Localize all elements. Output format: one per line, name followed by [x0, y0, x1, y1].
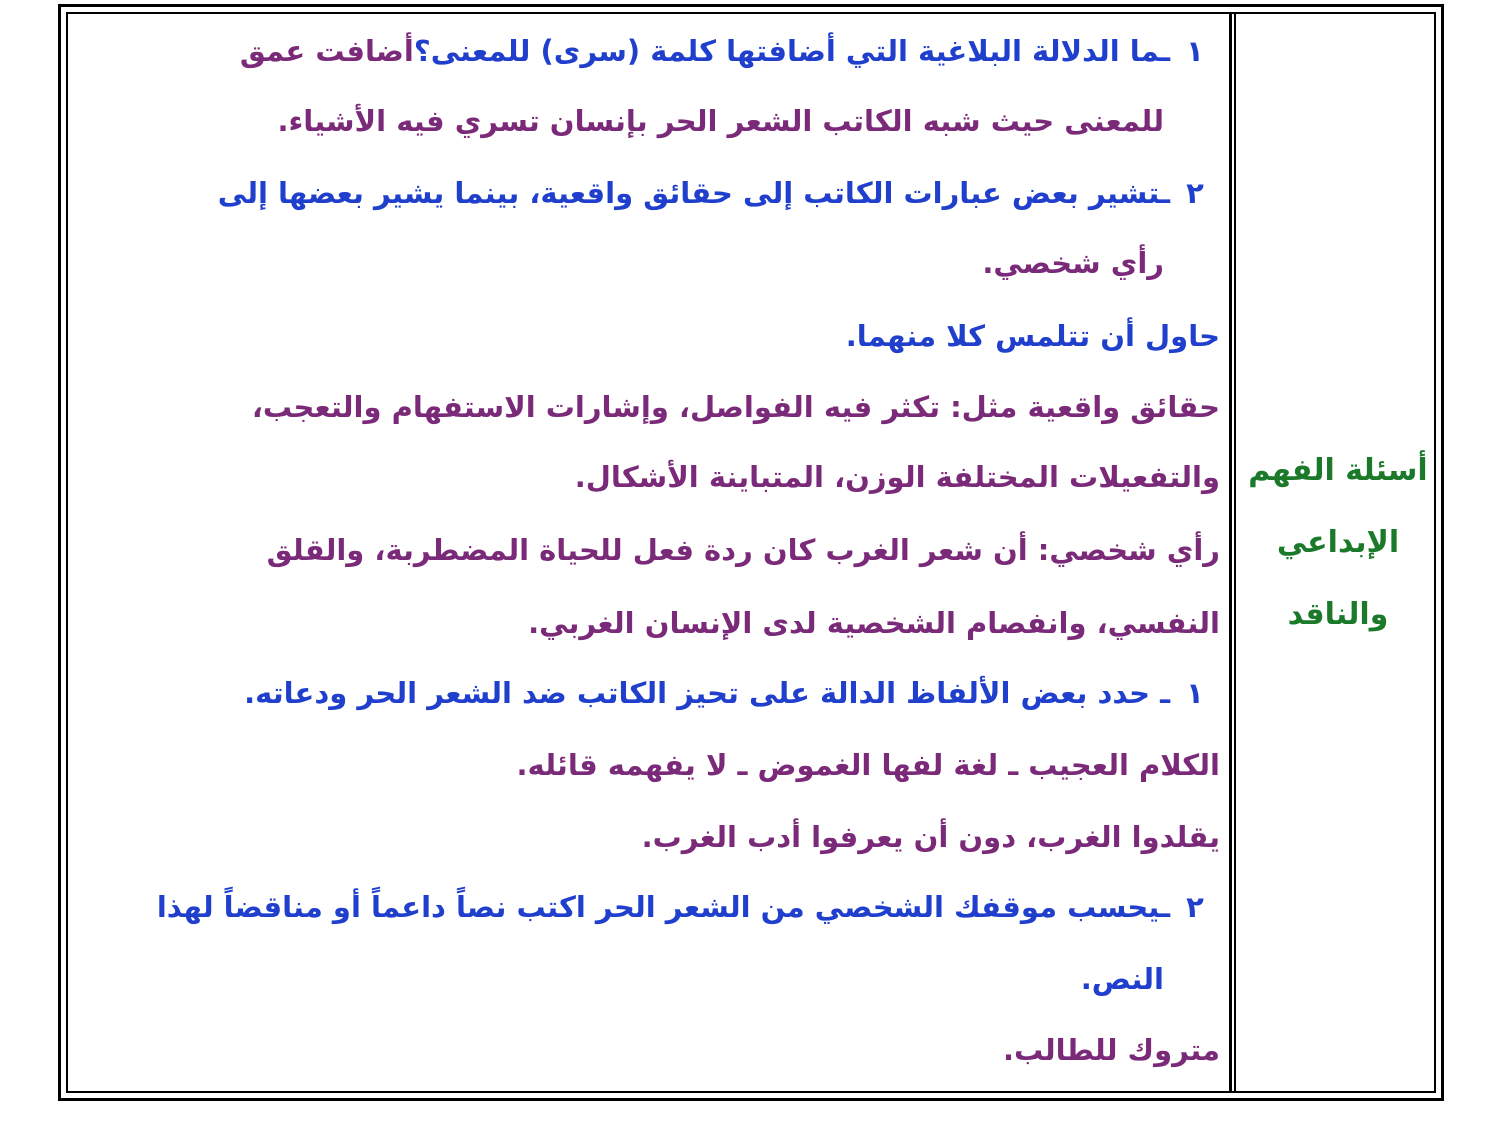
q1-question: ـما الدلالة البلاغية التي أضافتها كلمة (سرى) للمعنى؟: [413, 34, 1170, 68]
content-cell: [70, 14, 1220, 1090]
q2-facts-line2: والتفعيلات المختلفة الوزن، المتباينة الأشكال.: [574, 460, 1220, 494]
q4-question: ـيحسب موقفك الشخصي من الشعر الحر اكتب نصاً داعماً أو مناقضاً لهذا: [156, 890, 1170, 924]
q4-question-cont: النص.: [1080, 962, 1164, 996]
q3-question: ـ حدد بعض الألفاظ الدالة على تحيز الكاتب ضد الشعر الحر ودعاته.: [244, 676, 1170, 710]
q1-answer: للمعنى حيث شبه الكاتب الشعر الحر بإنسان تسري فيه الأشياء.: [277, 104, 1164, 138]
q2-opinion-line1: رأي شخصي: أن شعر الغرب كان ردة فعل للحياة المضطربة، والقلق: [266, 533, 1220, 567]
column-divider: [1229, 12, 1236, 1093]
q2-line: [70, 164, 1220, 234]
q4-answer: متروك للطالب.: [1002, 1033, 1220, 1067]
q3-number: ١: [1186, 676, 1204, 710]
section-label-line1: أسئلة الفهم: [1248, 453, 1428, 488]
q1-answer-start: أضافت عمق: [239, 34, 414, 68]
q1-line: [70, 22, 1220, 92]
q2-number: ٢: [1186, 176, 1204, 210]
q4-number: ٢: [1186, 890, 1204, 924]
section-label-line3: والناقد: [1287, 597, 1389, 632]
section-label-line2: الإبداعي: [1276, 525, 1400, 560]
q3-line: [70, 664, 1220, 734]
q3-answer-line2: يقلدوا الغرب، دون أن يعرفوا أدب الغرب.: [641, 820, 1220, 854]
q1-number: ١: [1186, 34, 1204, 68]
q2-facts-line1: حقائق واقعية مثل: تكثر فيه الفواصل، وإشارات الاستفهام والتعجب،: [251, 390, 1220, 424]
q4-line: [70, 878, 1220, 948]
q2-question-cont: رأي شخصي.: [982, 246, 1164, 280]
q2-question: ـتشير بعض عبارات الكاتب إلى حقائق واقعية، بينما يشير بعضها إلى: [217, 176, 1170, 210]
section-label: [1240, 435, 1436, 651]
q3-answer-line1: الكلام العجيب ـ لغة لفها الغموض ـ لا يفهمه قائله.: [516, 748, 1220, 782]
q2-instruction: حاول أن تتلمس كلا منهما.: [845, 319, 1220, 353]
q2-opinion-line2: النفسي، وانفصام الشخصية لدى الإنسان الغربي.: [528, 606, 1220, 640]
